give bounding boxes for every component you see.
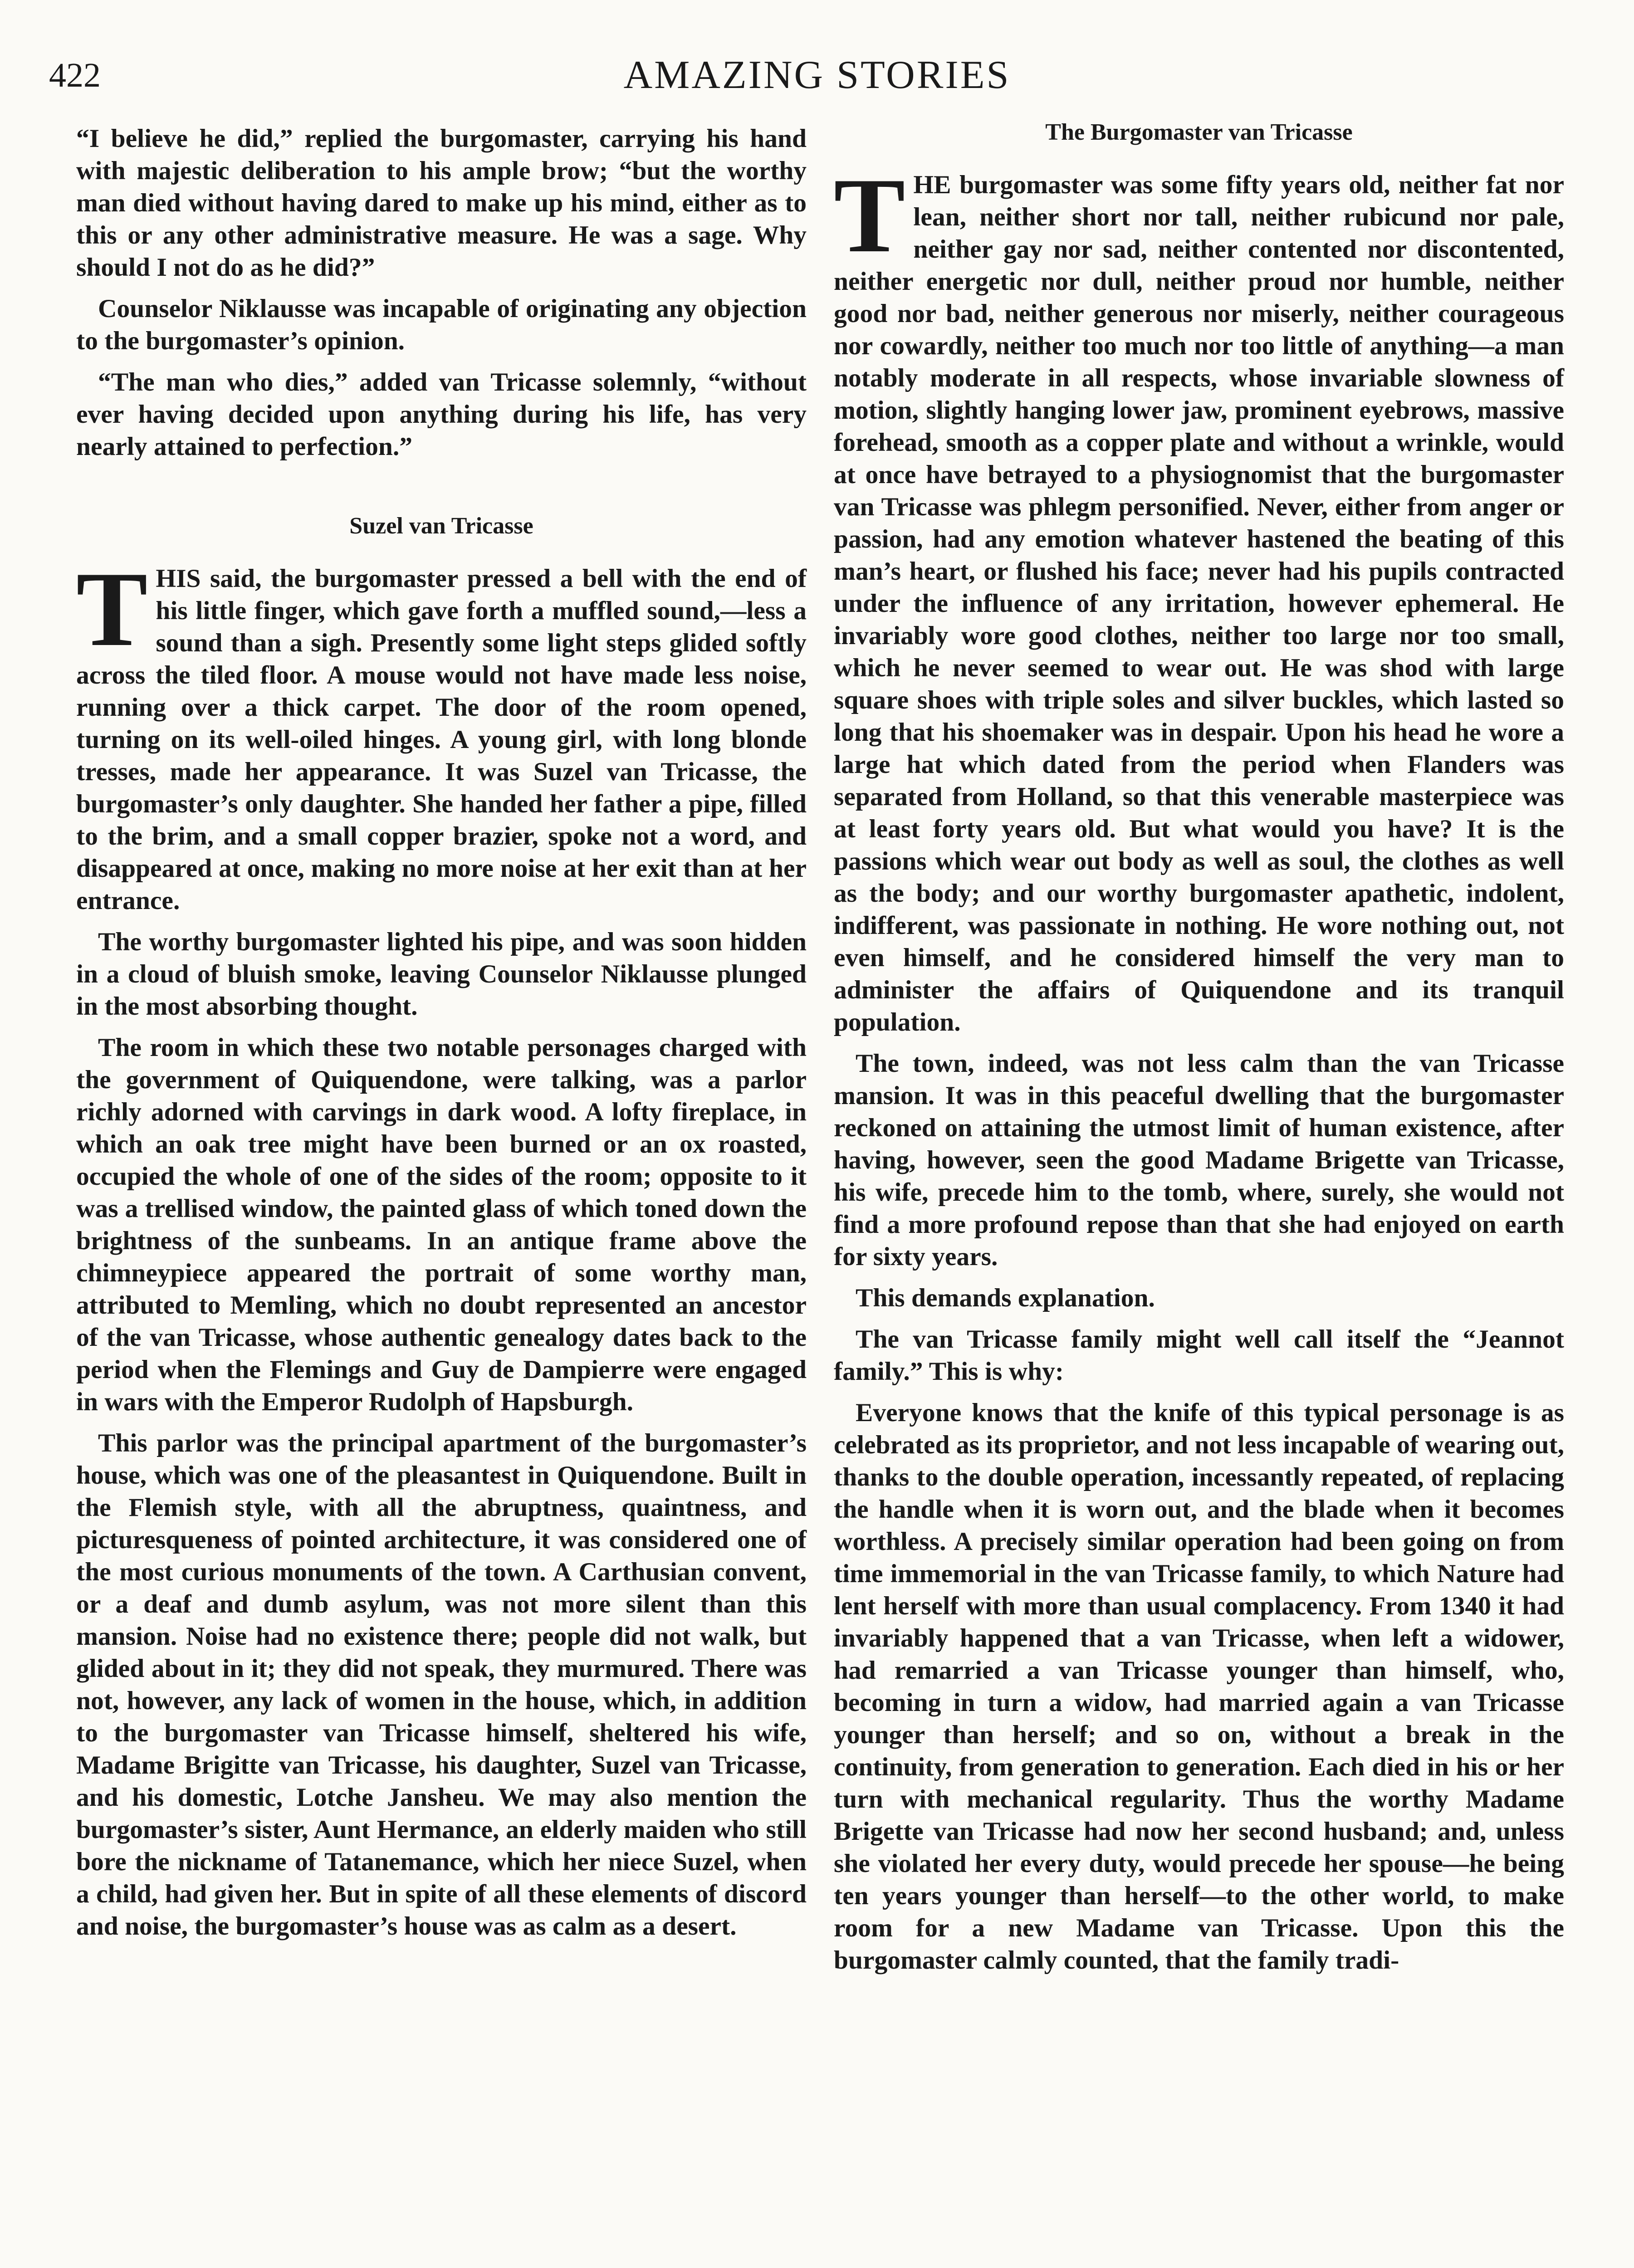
paragraph: This demands explanation. — [856, 1284, 1155, 1312]
paragraph: Counselor Niklausse was incapable of originating any objection to the burgomaster’s opinion. — [76, 294, 807, 355]
paragraph: The room in which these two notable personages charged with the government of Quiquendone, were talking, was a parlor richly adorned with carvings in dark wood. A lofty fireplace, in which an oak tree might have been burned or an ox roasted, occupied the whole of one of the sides of the room; opposite to it was a trellised window, the painted glass of which toned down the brightness of the sunbeams. In an antique frame above the chimneypiece appeared the portrait of some worthy man, attributed to Memling, which no doubt represented an ancestor of the van Tricasse, whose authentic genealogy dates back to the period when the Flemings and Guy de Dampierre were engaged in wars with the Emperor Rudolph of Hapsburgh. — [76, 1033, 807, 1416]
opening-text: HE burgomaster was some fifty years old, neither fat nor lean, neither short nor tall, neither rubicund nor pale, neither gay nor sad, neither contented nor discontented, neither energetic nor dull, neither proud nor humble, neither good nor bad, neither generous nor miserly, neither courageous nor cowardly, neither too much nor too little of anything—a man notably moderate in all respects, whose invariable slowness of motion, slightly hanging lower jaw, prominent eyebrows, massive forehead, smooth as a copper plate and without a wrinkle, would at once have betrayed to a physiognomist that the burgomaster van Tricasse was phlegm personified. Never, either from anger or passion, had any emotion whatever hastened the beating of this man’s heart, or flushed his face; never had his pupils contracted under the influence of any irritation, however ephemeral. He invariably wore good clothes, neither too large nor too small, which he never seemed to wear out. He was shod with large square shoes with triple soles and silver buckles, which lasted so long that his shoemaker was in despair. Upon his head he wore a large hat which dated from the period when Flanders was separated from Holland, so that this venerable masterpiece was at least forty years old. But what would you have? It is the passions which wear out body as well as soul, the clothes as well as the body; and our worthy burgomaster apathetic, indolent, indifferent, was passionate in nothing. He wore nothing out, not even himself, and he considered himself the very man to administer the affairs of Quiquendone and its tranquil population. — [834, 171, 1564, 1036]
drop-cap: T — [834, 156, 905, 275]
drop-cap: T — [76, 550, 148, 669]
opening-paragraph — [834, 156, 1564, 1038]
opening-paragraph — [76, 550, 807, 917]
opening-text: HIS said, the burgomaster pressed a bell with the end of his little finger, which gave forth a muffled sound,—less a sound than a sigh. Presently some light steps glided softly across the tiled floor. A mouse would not have made less noise, running over a thick carpet. The door of the room opened, turning on its well-oiled hinges. A young girl, with long blonde tresses, made her appearance. It was Suzel van Tricasse, the burgomaster’s only daughter. She handed her father a pipe, filled to the brim, and a small copper brazier, spoke not a word, and disappeared at once, making no more noise at her exit than at her entrance. — [76, 564, 807, 915]
section-heading: Suzel van Tricasse — [349, 513, 533, 539]
page-number: 422 — [49, 56, 101, 94]
section-heading: The Burgomaster van Tricasse — [1045, 119, 1353, 145]
paragraph: This parlor was the principal apartment of the burgomaster’s house, which was one of the pleasantest in Quiquendone. Built in the Flemish style, with all the abruptness, quaintness, and picturesqueness of pointed architecture, it was considered one of the most curious monuments of the town. A Carthusian convent, or a deaf and dumb asylum, was not more silent than this mansion. Noise had no existence there; people did not walk, but glided about in it; they did not speak, they murmured. There was not, however, any lack of women in the house, which, in addition to the burgomaster van Tricasse himself, sheltered his wife, Madame Brigitte van Tricasse, his daughter, Suzel van Tricasse, and his domestic, Lotche Jansheu. We may also mention the burgomaster’s sister, Aunt Hermance, an elderly maiden who still bore the nickname of Tatanemance, which her niece Suzel, when a child, had given her. But in spite of all these elements of discord and noise, the burgomaster’s house was as calm as a desert. — [76, 1429, 807, 1941]
paragraph: Everyone knows that the knife of this typical personage is as celebrated as its proprietor, and not less incapable of wearing out, thanks to the double operation, incessantly repeated, of replacing the handle when it is worn out, and the blade when it becomes worthless. A precisely similar operation had been going on from time immemorial in the van Tricasse family, to which Nature had lent herself with more than usual complacency. From 1340 it had invariably happened that a van Tricasse, when left a widower, had remarried a van Tricasse younger than himself, who, becoming in turn a widow, had married again a van Tricasse younger than herself; and so on, without a break in the continuity, from generation to generation. Each died in his or her turn with mechanical regularity. Thus the worthy Madame Brigette van Tricasse had now her second husband; and, unless she violated her every duty, would precede her spouse—he being ten years younger than herself—to the other world, to make room for a new Madame van Tricasse. Upon this the burgomaster calmly counted, that the family tradi- — [834, 1398, 1564, 1975]
paragraph: The van Tricasse family might well call itself the “Jeannot family.” This is why: — [834, 1325, 1564, 1386]
running-head: AMAZING STORIES — [623, 53, 1011, 97]
paragraph: The town, indeed, was not less calm than the van Tricasse mansion. It was in this peaceful dwelling that the burgomaster reckoned on attaining the utmost limit of human existence, after having, however, seen the good Madame Brigette van Tricasse, his wife, precede him to the tomb, where, surely, she would not find a more profound repose than that she had enjoyed on earth for sixty years. — [834, 1049, 1564, 1271]
paragraph: “The man who dies,” added van Tricasse solemnly, “without ever having decided upon anything during his life, has very nearly attained to perfection.” — [76, 368, 807, 461]
right-column — [834, 119, 1564, 1985]
left-column — [76, 122, 807, 1951]
paragraph: The worthy burgomaster lighted his pipe, and was soon hidden in a cloud of bluish smoke, leaving Counselor Niklausse plunged in the most absorbing thought. — [76, 928, 807, 1021]
paragraph: “I believe he did,” replied the burgomaster, carrying his hand with majestic deliberation to his ample brow; “but the worthy man died without having dared to make up his mind, either as to this or any other administrative measure. He was a sage. Why should I not do as he did?” — [76, 124, 807, 282]
